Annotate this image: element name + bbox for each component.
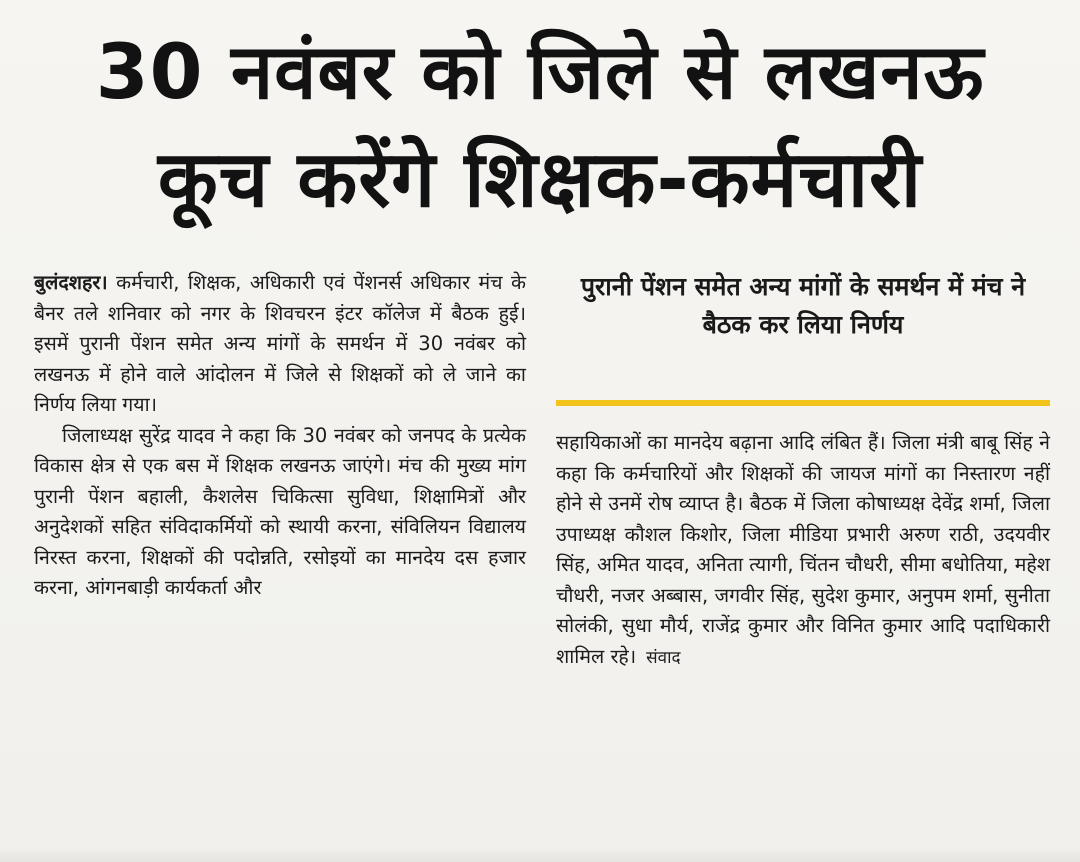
headline-line-2: कूच करेंगे शिक्षक-कर्मचारी <box>157 135 923 225</box>
page-edge-shadow <box>0 848 1080 862</box>
left-paragraph-1-text: कर्मचारी, शिक्षक, अधिकारी एवं पेंशनर्स अधिकार मंच के बैनर तले शनिवार को नगर के शिवचरन इंटर कॉलेज में बैठक हुई। इसमें पुरानी पेंशन समेत अन्य मांगों के समर्थन में 30 नवंबर को लखनऊ में होने वाले आंदोलन में जिले से शिक्षकों को ले जाने का निर्णय लिया गया। <box>34 271 526 416</box>
right-paragraph <box>556 428 1050 673</box>
byline: संवाद <box>646 647 681 668</box>
right-column <box>556 428 1050 673</box>
left-column <box>34 268 526 604</box>
dateline: बुलंदशहर। <box>34 271 108 294</box>
left-paragraph-1 <box>34 268 526 421</box>
headline-line-1: 30 नवंबर को जिले से लखनऊ <box>95 27 985 116</box>
yellow-divider-rule <box>556 400 1050 406</box>
subheadline: पुरानी पेंशन समेत अन्य मांगों के समर्थन में मंच ने बैठक कर लिया निर्णय <box>580 272 1026 339</box>
left-paragraph-2: जिलाध्यक्ष सुरेंद्र यादव ने कहा कि 30 नवंबर को जनपद के प्रत्येक विकास क्षेत्र से एक बस में शिक्षक लखनऊ जाएंगे। मंच की मुख्य मांग पुरानी पेंशन बहाली, कैशलेस चिकित्सा सुविधा, शिक्षामित्रों और अनुदेशकों सहित संविदाकर्मियों को स्थायी करना, संविलियन विद्यालय निरस्त करना, शिक्षकों की पदोन्नति, रसोइयों का मानदेय दस हजार करना, आंगनबाड़ी कार्यकर्ता और <box>34 423 526 599</box>
right-paragraph-text: सहायिकाओं का मानदेय बढ़ाना आदि लंबित हैं। जिला मंत्री बाबू सिंह ने कहा कि कर्मचारियों और शिक्षकों की जायज मांगों का निस्तारण नहीं होने से उनमें रोष व्याप्त है। बैठक में जिला कोषाध्यक्ष देवेंद्र शर्मा, जिला उपाध्यक्ष कौशल किशोर, जिला मीडिया प्रभारी अरुण राठी, उदयवीर सिंह, अमित यादव, अनिता त्यागी, चिंतन चौधरी, सीमा बधोतिया, महेश चौधरी, नजर अब्बास, जगवीर सिंह, सुदेश कुमार, अनुपम शर्मा, सुनीता सोलंकी, सुधा मौर्य, राजेंद्र कुमार और विनित कुमार आदि पदाधिकारी शामिल रहे। <box>556 431 1050 668</box>
